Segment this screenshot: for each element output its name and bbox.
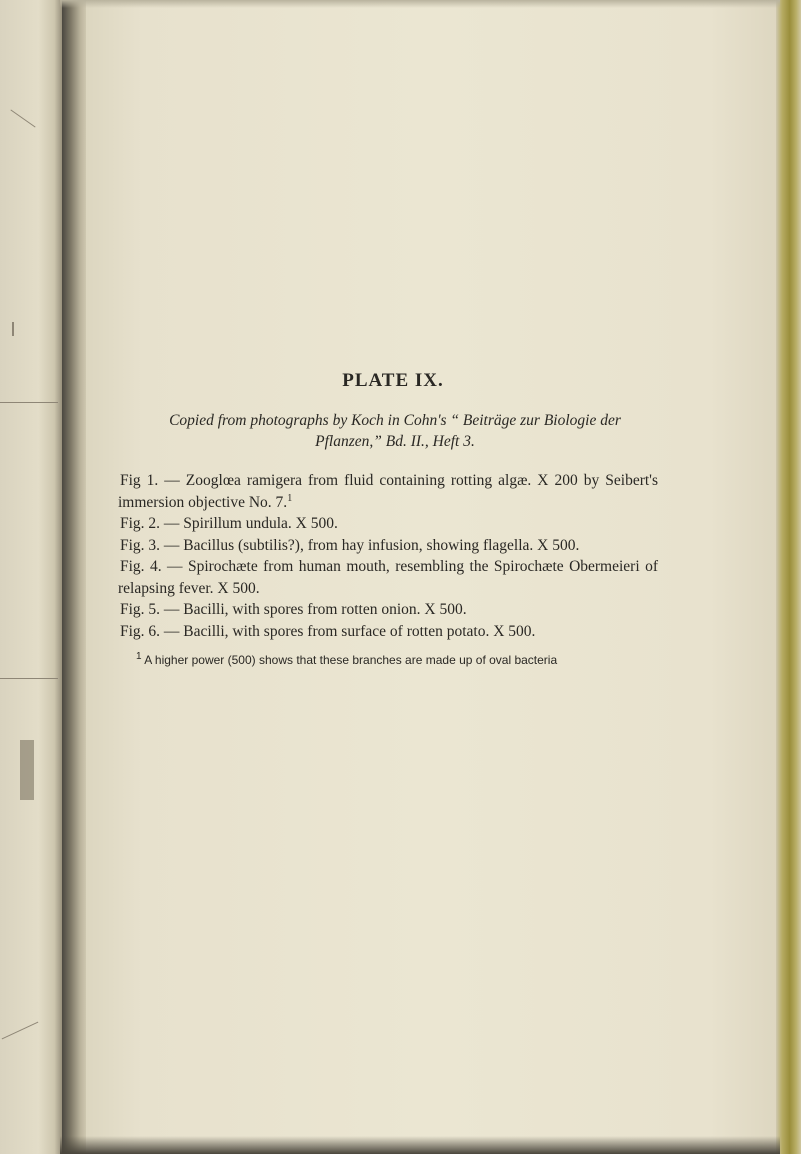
footnote-reference: 1 (287, 492, 293, 504)
footnote-mark: 1 (136, 651, 142, 662)
figure-description (118, 470, 658, 513)
figure-description (118, 599, 658, 621)
left-page-edge (0, 0, 64, 1154)
footnote (118, 652, 658, 668)
edge-mark (0, 402, 58, 403)
edge-mark (0, 678, 58, 679)
caption-line: Pflanzen,” Bd. II., Heft 3. (315, 433, 475, 450)
figure-text: Fig. 2. — Spirillum undula. X 500. (120, 515, 338, 532)
figure-text: Fig. 5. — Bacilli, with spores from rotten onion. X 500. (120, 601, 467, 618)
footnote-text: A higher power (500) shows that these branches are made up of oval bacteria (144, 653, 558, 667)
figure-description (118, 621, 658, 643)
top-shadow (60, 0, 780, 8)
figure-description (118, 513, 658, 535)
figure-text: Fig. 4. — Spirochæte from human mouth, resembling the Spirochæte Obermeieri of relapsing fever. X 500. (118, 558, 658, 597)
bottom-shadow (60, 1136, 780, 1154)
edge-mark (20, 740, 34, 800)
figure-text: Fig. 3. — Bacillus (subtilis?), from hay infusion, showing flagella. X 500. (120, 536, 580, 554)
figure-text: Fig 1. — Zooglœa ramigera from fluid containing rotting algæ. X 200 by Seibert's immersion objective No. 7. (118, 472, 658, 511)
plate-content (118, 370, 658, 668)
plate-title: PLATE IX. (342, 370, 444, 391)
figure-text: Fig. 6. — Bacilli, with spores from surface of rotten potato. X 500. (120, 622, 536, 640)
figure-list (118, 470, 658, 642)
edge-mark (12, 322, 14, 336)
right-page-edge (776, 0, 801, 1154)
caption-line: Copied from photographs by Koch in Cohn's “ Beiträge zur Biologie der (169, 412, 621, 429)
book-gutter (62, 0, 88, 1154)
plate-caption (118, 410, 658, 452)
figure-description (118, 535, 658, 557)
figure-description (118, 556, 658, 599)
